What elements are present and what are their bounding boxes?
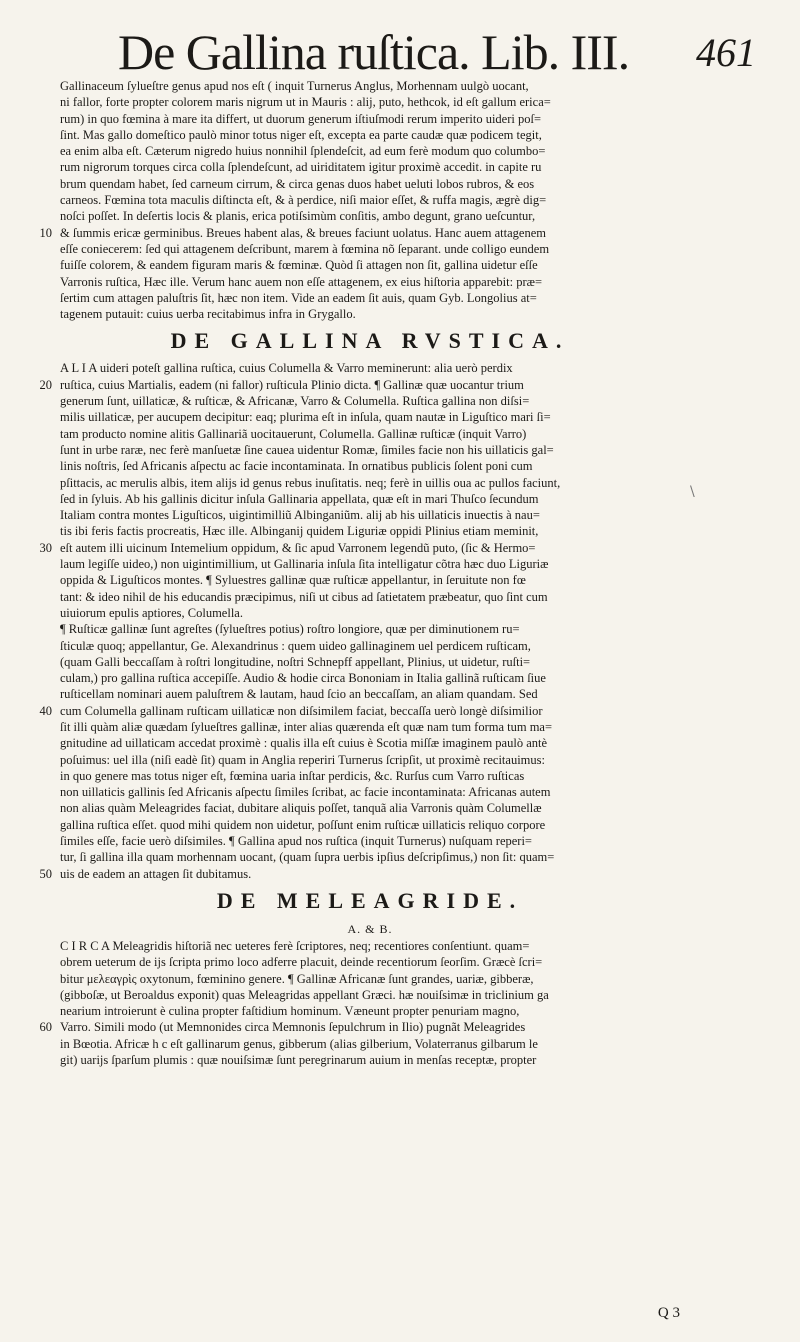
section-1-line: ſimiles eſſe, facie uerò diſsimiles. ¶ Gallina apud nos ruſtica (inquit Turnerus) nuſquam reperi= (60, 834, 532, 849)
section-1-line: uis de eadem an attagen ſit dubitamus. 50 (60, 866, 680, 882)
section-2-line: Varro. Simili modo (ut Memnonides circa Memnonis ſepulchrum in Ilio) pugnãt Meleagrides 60 (60, 1019, 680, 1035)
line-number: 60 (39, 1020, 52, 1035)
section-1-line: (quam Galli beccaſſam à roſtri longitudine, noſtri Schnepff appellant, Plinius, ut uidetur, ruſti= (60, 654, 531, 669)
page-number: 461 (696, 30, 756, 75)
section-1-line: Italiam contra montes Liguſticos, uigintimilliũ Albinganiũm. alij ab his uillaticis inuectis à nau= (60, 508, 540, 523)
section-1-line: tant: & ideo nihil de his educandis præcipimus, niſi ut cibus ad ſatietatem præbeatur, quo ſint cum (60, 589, 548, 604)
line-number: 40 (39, 703, 52, 718)
intro-line: carneos. Fœmina tota maculis diſtincta eſt, & à perdice, niſi maior eſſet, & ruffa magis, ægrè dig= (60, 193, 547, 208)
section-1-line: eſt autem illi uicinum Intemelium oppidum, & ſic apud Varronem legendũ puto, (ſic & Hermo= 30 (60, 540, 680, 556)
section-2-line: nearium introierunt è culina propter faſtidium hominum. Væneunt propter penuriam magno, (60, 1004, 520, 1019)
line-number: 50 (39, 866, 52, 881)
section-2-line: obrem ueterum de ijs ſcripta primo loco adferre placuit, deinde recentiorum ſeorſim. Græcè ſcri= (60, 955, 543, 970)
section-1-line: non uillaticis gallinis ſed Africanis aſpectu ſimiles ſcribat, ac facie incontaminata: Africanas autem (60, 785, 551, 800)
intro-line: ea enim alba eſt. Cæterum nigredo huius nonnihil ſplendeſcit, ad eum ferè modum quo columbo= (60, 144, 546, 159)
section-1-line: gnitudine ad uillaticam accedat proximè : qualis illa eſt cuius è Scotia miſſæ imaginem paulò antè (60, 736, 548, 751)
section-1-line: laum legiſſe uideo,) non uigintimillium, ut Gallinaria inſula ſita intelligatur cõtra hæc duo Liguriæ (60, 557, 549, 572)
intro-line: tagenem putauit: cuius uerba recitabimus infra in Grygallo. (60, 307, 356, 322)
section-1-line: ſticulæ quoq; appellantur, Ge. Alexandrinus : quem uideo gallinaginem uel perdicem ruſticam, (60, 638, 531, 653)
section-1-line: tur, ſi gallina illa quam morhennam uocant, (quam ſupra uerbis ipſius deſcripſimus,) non ſit: quam= (60, 850, 555, 865)
section-1-line: culam,) pro gallina ruſtica accepiſſe. Audio & hodie circa Bononiam in Italia gallinã ruſticam ſiue (60, 671, 546, 686)
section-1-line: oppida & Liguſticos montes. ¶ Syluestres gallinæ quæ ruſticæ appellantur, in ſeruitute non fœ (60, 573, 526, 588)
section-2-line: C I R C A Meleagridis hiſtoriã nec ueteres ferè ſcriptores, neq; recentiores conſentiunt. quam= (60, 938, 530, 953)
section-1-line: cum Columella gallinam ruſticam uillaticæ non diſsimilem faciat, beccaſſa uerò longè diſsimilior 40 (60, 703, 680, 719)
section-1-line: ruſtica, cuius Martialis, eadem (ni fallor) ruſticula Plinio dicta. ¶ Gallinæ quæ uocantur trium 20 (60, 377, 680, 393)
section-2-line: in Bœotia. Africæ h c eſt gallinarum genus, gibberum (alias gilberium, Volaterranus gilbarum le (60, 1036, 538, 1051)
section-1-line: ſit illi quàm aliæ quædam ſylueſtres gallinæ, inter alias quærenda eſt quæ nam tum forma tum ma= (60, 719, 553, 734)
section-1-line: tis ibi feris factis procreatis, Hæc ille. Albinganij quidem Liguriæ oppidi Plinius etiam meminit, (60, 524, 539, 539)
section-1-line: tam producto nomine alitis Gallinariã uocitauerunt, Columella. Gallinæ ruſticæ (inquit Varro) (60, 426, 527, 441)
intro-line: rum nigrorum torques circa colla ſplendeſcunt, ad uiriditatem igitur proximè accedit. in capite ru (60, 160, 542, 175)
section-2-line: (gibboſæ, ut Beroaldus exponit) quas Meleagridas appellant Græci. hæ nouiſsimæ in triclinium ga (60, 987, 549, 1002)
intro-line: Varronis ruſtica, Hæc ille. Verum hanc auem non eſſe attagenem, ex eius hiſtoria apparebit: præ= (60, 274, 543, 289)
line-number: 10 (39, 225, 52, 240)
intro-line: ſint. Mas gallo domeſtico paulò minor totus niger eſt, excepta ea parte caudæ quæ podicem tegit, (60, 127, 542, 142)
section-1-line: poſuimus: uel illa (niſi eadè ſit) quam in Anglia reperiri Turnerus ſcripſit, ut proximè recitauimus: (60, 752, 545, 767)
section-1-line: in quo genere mas totus niger eſt, fœmina uaria inſtar perdicis, &c. Rurſus cum Varro ruſticas (60, 768, 525, 783)
section-1-line: pſittacis, ac merulis albis, item alijs id genus rebus inuſitatis. neq; ferè in uillis oua ac pullos faciunt, (60, 475, 561, 490)
intro-line: Gallinaceum ſylueſtre genus apud nos eſt ( inquit Turnerus Anglus, Morhennam uulgò uocant, (60, 79, 529, 93)
section-1-line: A L I A uideri poteſt gallina ruſtica, cuius Columella & Varro meminerunt: alia uerò perdix (60, 361, 513, 376)
section-subheading: A. & B. (347, 921, 393, 936)
section-2-line: bitur μελεαγρὶς oxytonum, fœminino genere. ¶ Gallinæ Africanæ ſunt grandes, uariæ, gibberæ, (60, 971, 534, 986)
line-number: 30 (39, 540, 52, 555)
intro-line: brum quendam habet, ſed carneum cirrum, & circa genas duos habet ueluti lobos rubros, & eos (60, 176, 535, 191)
section-2-line: git) uarijs ſparſum plumis : quæ nouiſsimæ ſunt peregrinarum auium in menſas receptæ, propter (60, 1053, 537, 1068)
section-1-line: non alias quàm Meleagrides faciat, dubitare aliquis poſſet, tanquã alia Varronis quàm Columellæ (60, 801, 542, 816)
section-1-line: ruſticellam nominari auem paluſtrem & lautam, haud ſcio an beccaſſam, an aliam quandam. Sed (60, 687, 538, 702)
running-title: De Gallina ruſtica. Lib. III. (118, 24, 630, 80)
intro-line: & ſummis ericæ germinibus. Breues habent alas, & breues faciunt uolatus. Hanc auem attagenem 10 (60, 225, 680, 241)
section-heading-meleagride: DE MELEAGRIDE. (216, 887, 524, 913)
intro-line: ſertim cum attagen paluſtris ſit, hæc non item. Vide an eadem ſit auis, quam Gyb. Longolius at= (60, 290, 537, 305)
running-head (110, 22, 770, 82)
section-1-line: linis noſtris, ſed Africanis aſpectu ac facie incontaminata. In ornatibus publicis ſolent poni cum (60, 459, 533, 474)
section-1-line: milis uillaticæ, per aucupem decipitur: eaq; plurima eſt in inſula, quam nautæ in Liguſtico mari ſi= (60, 410, 551, 425)
section-1-line: generum ſunt, uillaticæ, & ruſticæ, & Africanæ, Varro & Columella. Ruſtica gallina non diſsi= (60, 394, 530, 409)
section-1-line: uiuiorum epulis aptiores, Columella. (60, 605, 243, 620)
signature-mark: Q 3 (657, 1305, 680, 1321)
section-1-line: ſed in ſyluis. Ab his gallinis dicitur inſula Gallinaria appellata, quæ eſt in mari Thuſco ſecundum (60, 491, 539, 506)
section-1-line: ¶ Ruſticæ gallinæ ſunt agreſtes (ſylueſtres potius) roſtro longiore, quæ per diminutionem ru= (60, 622, 520, 637)
intro-line: rum) in quo fœmina à mare ita differt, ut duorum generum iſtiuſmodi rerum imperito uideri poſ= (60, 111, 542, 126)
intro-line: fuiſſe colorem, & eandem figuram maris & fœminæ. Quòd ſi attagen non ſit, gallina uidetur eſſe (60, 258, 538, 273)
intro-line: noſci poſſet. In deſertis locis & planis, erica potiſsimùm conſitis, ambo degunt, grano ueſcuntur, (60, 209, 536, 224)
intro-line: ni fallor, forte propter colorem maris nigrum ut in Mauris : alij, puto, hethcok, id eſt gallum erica= (60, 95, 551, 110)
line-number: 20 (39, 377, 52, 392)
text-block (39, 78, 680, 1068)
margin-mark: \ (690, 484, 695, 500)
section-1-line: ſunt in urbe raræ, nec ferè manſuetæ ſine cauea uidentur Romæ, ſimiles facie non his uillaticis gal= (60, 442, 554, 457)
section-heading-gallina-rustica: DE GALLINA RVSTICA. (170, 328, 570, 354)
intro-line: eſſe coniecerem: ſed qui attagenem deſcribunt, marem à fœmina nõ ſeparant. unde colligo eundem (60, 241, 550, 256)
section-1-line: gallina ruſtica eſſet. quod mihi quidem non uidetur, poſſunt enim ruſticæ uillaticis reliquo corpore (60, 817, 546, 832)
